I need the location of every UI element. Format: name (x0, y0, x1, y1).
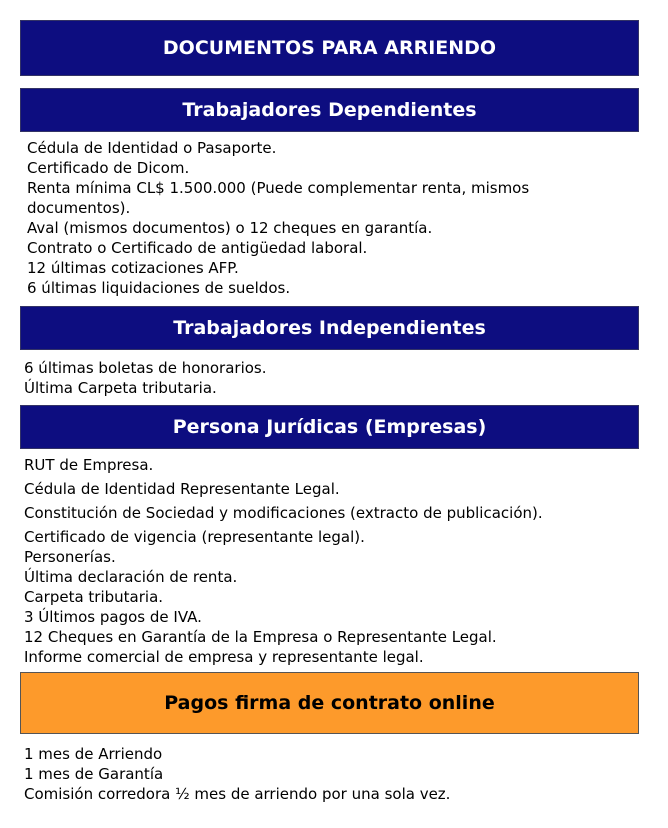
list-item: Informe comercial de empresa y representante legal. (24, 648, 424, 666)
section-list-independientes (24, 358, 634, 398)
list-item: 1 mes de Garantía (24, 765, 164, 783)
section-header-dependientes (20, 88, 639, 132)
list-item: 12 últimas cotizaciones AFP. (27, 259, 239, 277)
main-title: DOCUMENTOS PARA ARRIENDO (162, 37, 497, 59)
list-item: 3 Últimos pagos de IVA. (24, 608, 202, 626)
list-item: Constitución de Sociedad y modificaciones (extracto de publicación). (24, 504, 543, 522)
payments-list (24, 744, 634, 804)
list-item: Contrato o Certificado de antigüedad laboral. (27, 239, 368, 257)
section-title: Trabajadores Dependientes (182, 99, 477, 121)
list-item: Certificado de Dicom. (27, 159, 190, 177)
list-item: Carpeta tributaria. (24, 588, 164, 606)
list-item: Aval (mismos documentos) o 12 cheques en garantía. (27, 219, 433, 237)
section-list-juridicas (24, 455, 634, 667)
list-item: Última declaración de renta. (24, 568, 238, 586)
section-list-dependientes (27, 138, 627, 298)
section-title: Trabajadores Independientes (173, 317, 486, 339)
list-item: Comisión corredora ½ mes de arriendo por una sola vez. (24, 785, 451, 803)
list-item: Renta mínima CL$ 1.500.000 (Puede complementar renta, mismos documentos). (27, 179, 530, 217)
list-item: RUT de Empresa. (24, 456, 154, 474)
section-header-independientes (20, 306, 639, 350)
main-title-banner (20, 20, 639, 76)
list-item: 6 últimas liquidaciones de sueldos. (27, 279, 291, 297)
list-item: 1 mes de Arriendo (24, 745, 163, 763)
list-item: 6 últimas boletas de honorarios. (24, 359, 267, 377)
payments-title: Pagos firma de contrato online (164, 692, 495, 714)
section-title: Persona Jurídicas (Empresas) (172, 416, 487, 438)
list-item: 12 Cheques en Garantía de la Empresa o Representante Legal. (24, 628, 497, 646)
payments-header (20, 672, 639, 734)
list-item: Última Carpeta tributaria. (24, 379, 217, 397)
list-item: Cédula de Identidad Representante Legal. (24, 480, 340, 498)
section-header-juridicas (20, 405, 639, 449)
list-item: Cédula de Identidad o Pasaporte. (27, 139, 277, 157)
list-item: Certificado de vigencia (representante legal). (24, 528, 365, 546)
list-item: Personerías. (24, 548, 116, 566)
